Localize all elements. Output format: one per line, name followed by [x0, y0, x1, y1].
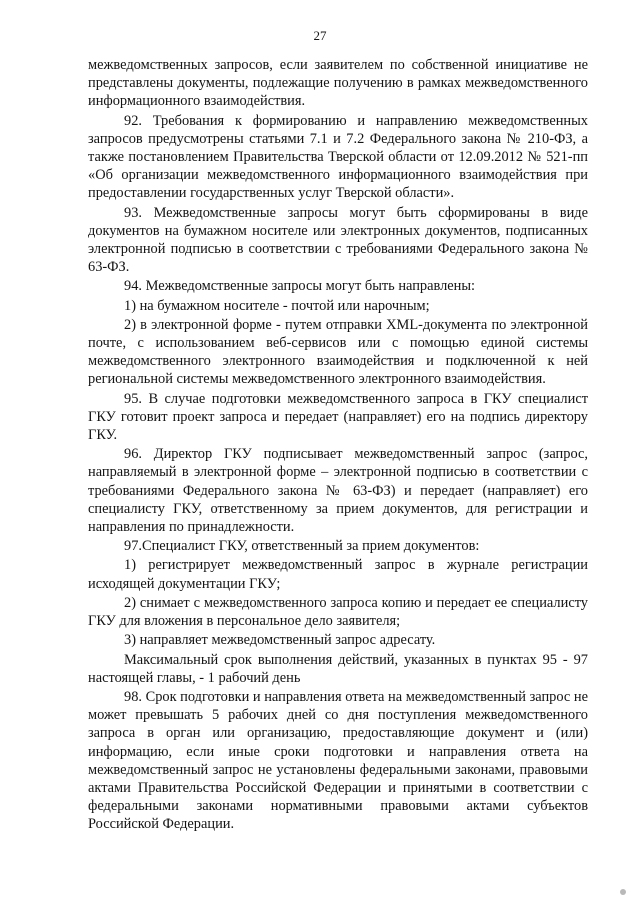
paragraph-97: 97.Специалист ГКУ, ответственный за прием документов:	[124, 538, 480, 555]
scan-speck	[620, 889, 626, 895]
paragraph-92: 92. Требования к формированию и направлению межведомственных запросов предусмотрены статьями 7.1 и 7.2 Федерального закона № 210-ФЗ, а также постановлением Правительства Тверской области от 12.09.2012 № 521-пп «Об организации межведомственного информационного взаимодействия при предоставлении государственных услуг Тверской области».	[88, 112, 588, 202]
paragraph-93: 93. Межведомственные запросы могут быть сформированы в виде документов на бумажном носителе или электронных документов, подписанных электронной подписью в соответствии с требованиями Федерального закона № 63-ФЗ.	[88, 204, 588, 276]
paragraph-95: 95. В случае подготовки межведомственного запроса в ГКУ специалист ГКУ готовит проект запроса и передает (направляет) его на подпись директору ГКУ.	[88, 390, 588, 444]
document-body	[88, 56, 588, 835]
paragraph-96: 96. Директор ГКУ подписывает межведомственный запрос (запрос, направляемый в электронной форме – электронной подписью в соответствии с требованиями Федерального закона № 63-ФЗ) и передает (направляет) его специалисту ГКУ, ответственному за прием документов, для регистрации и направления по принадлежности.	[88, 446, 588, 536]
paragraph-max-deadline: Максимальный срок выполнения действий, указанных в пунктах 95 - 97 настоящей главы, - 1 рабочий день	[88, 651, 588, 686]
paragraph-94-item-1: 1) на бумажном носителе - почтой или нарочным;	[124, 297, 430, 314]
paragraph-94-item-2: 2) в электронной форме - путем отправки XML-документа по электронной почте, с использованием веб-сервисов или с помощью единой системы межведомственного электронного взаимодействия и подключенной к ней региональной системы межведомственного электронного взаимодействия.	[88, 316, 588, 388]
paragraph-continuation: межведомственных запросов, если заявителем по собственной инициативе не представлены документы, подлежащие получению в рамках межведомственного информационного взаимодействия.	[88, 57, 588, 110]
paragraph-94: 94. Межведомственные запросы могут быть направлены:	[124, 278, 476, 295]
paragraph-97-item-2: 2) снимает с межведомственного запроса копию и передает ее специалисту ГКУ для вложения в персональное дело заявителя;	[88, 594, 588, 630]
paragraph-98: 98. Срок подготовки и направления ответа на межведомственный запрос не может превышать 5 рабочих дней со дня поступления межведомственного запроса в орган или организацию, предоставляющие документ и (или) информацию, если иные сроки подготовки и направления ответа на межведомственный запрос не установлены федеральными законами, правовыми актами Правительства Российской Федерации и принятыми в соответствии с федеральными законами нормативными правовыми актами субъектов Российской Федерации.	[88, 688, 588, 833]
paragraph-97-item-3: 3) направляет межведомственный запрос адресату.	[124, 632, 436, 649]
paragraph-97-item-1: 1) регистрирует межведомственный запрос в журнале регистрации исходящей документации ГКУ;	[88, 557, 588, 592]
page-number: 27	[313, 28, 327, 43]
